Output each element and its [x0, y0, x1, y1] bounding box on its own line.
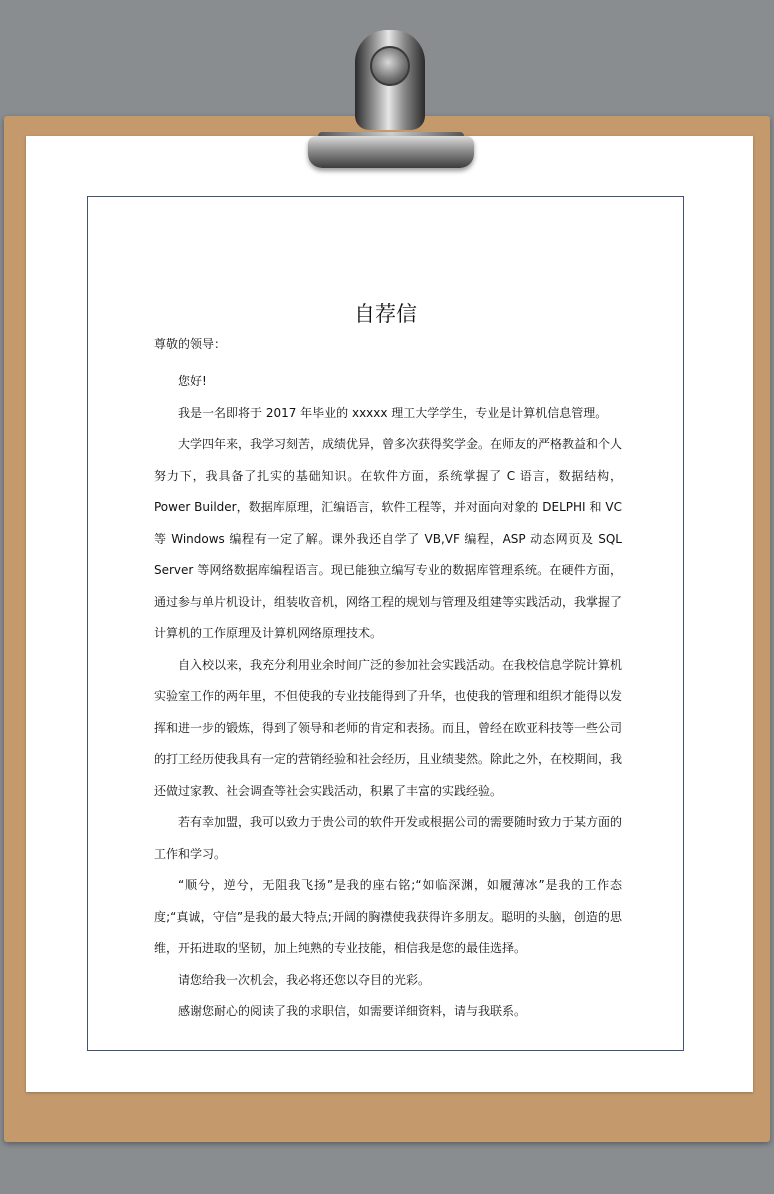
greeting-paragraph: 您好!	[178, 374, 207, 388]
request-paragraph: 请您给我一次机会，我必将还您以夺目的光彩。	[178, 972, 431, 987]
practice-paragraph: 自入校以来，我充分利用业余时间广泛的参加社会实践活动。在我校信息学院计算机实验室工作的两年里，不但使我的专业技能得到了升华，也使我的管理和组织才能得以发挥和进一步的锻炼，得到了领导和老师的肯定和表扬。而且，曾经在欧亚科技等一些公司的打工经历使我具有一定的营销经验和社会经历，且业绩斐然。除此之外，在校期间，我还做过家教、社会调查等社会实践活动，积累了丰富的实践经验。	[154, 657, 623, 798]
thanks-paragraph: 感谢您耐心的阅读了我的求职信，如需要详细资料，请与我联系。	[178, 1004, 527, 1018]
clip-hinge	[370, 46, 410, 86]
letter-title: 自荐信	[354, 302, 417, 326]
letter-salutation: 尊敬的领导：	[154, 337, 227, 351]
join-paragraph: 若有幸加盟，我可以致力于贵公司的软件开发或根据公司的需要随时致力于某方面的工作和学习。	[154, 815, 623, 861]
study-paragraph: 大学四年来，我学习刻苦，成绩优异，曾多次获得奖学金。在师友的严格教益和个人努力下，我具备了扎实的基础知识。在软件方面，系统掌握了 C 语言，数据结构，Power Builder，数据库原理，汇编语言，软件工程等，并对面向对象的 DELPHI 和 VC 等 Windows 编程有一定了解。课外我还自学了 VB,VF 编程，ASP 动态网页及 SQL Server 等网络数据库编程语言。现已能独立编写专业的数据库管理系统。在硬件方面，通过参与单片机设计，组装收音机，网络工程的规划与管理及组建等实践活动，我掌握了计算机的工作原理及计算机网络原理技术。	[154, 437, 623, 640]
intro-paragraph: 我是一名即将于 2017 年毕业的 xxxxx 理工大学学生，专业是计算机信息管理。	[178, 405, 608, 420]
motto-paragraph: “顺兮，逆兮，无阻我飞扬”是我的座右铭;“如临深渊，如履薄冰”是我的工作态度;“真诚，守信”是我的最大特点;开阔的胸襟使我获得许多朋友。聪明的头脑，创造的思维，开拓进取的坚韧，加上纯熟的专业技能，相信我是您的最佳选择。	[154, 878, 622, 955]
letter-body	[154, 366, 622, 1028]
clip-base	[308, 136, 474, 168]
